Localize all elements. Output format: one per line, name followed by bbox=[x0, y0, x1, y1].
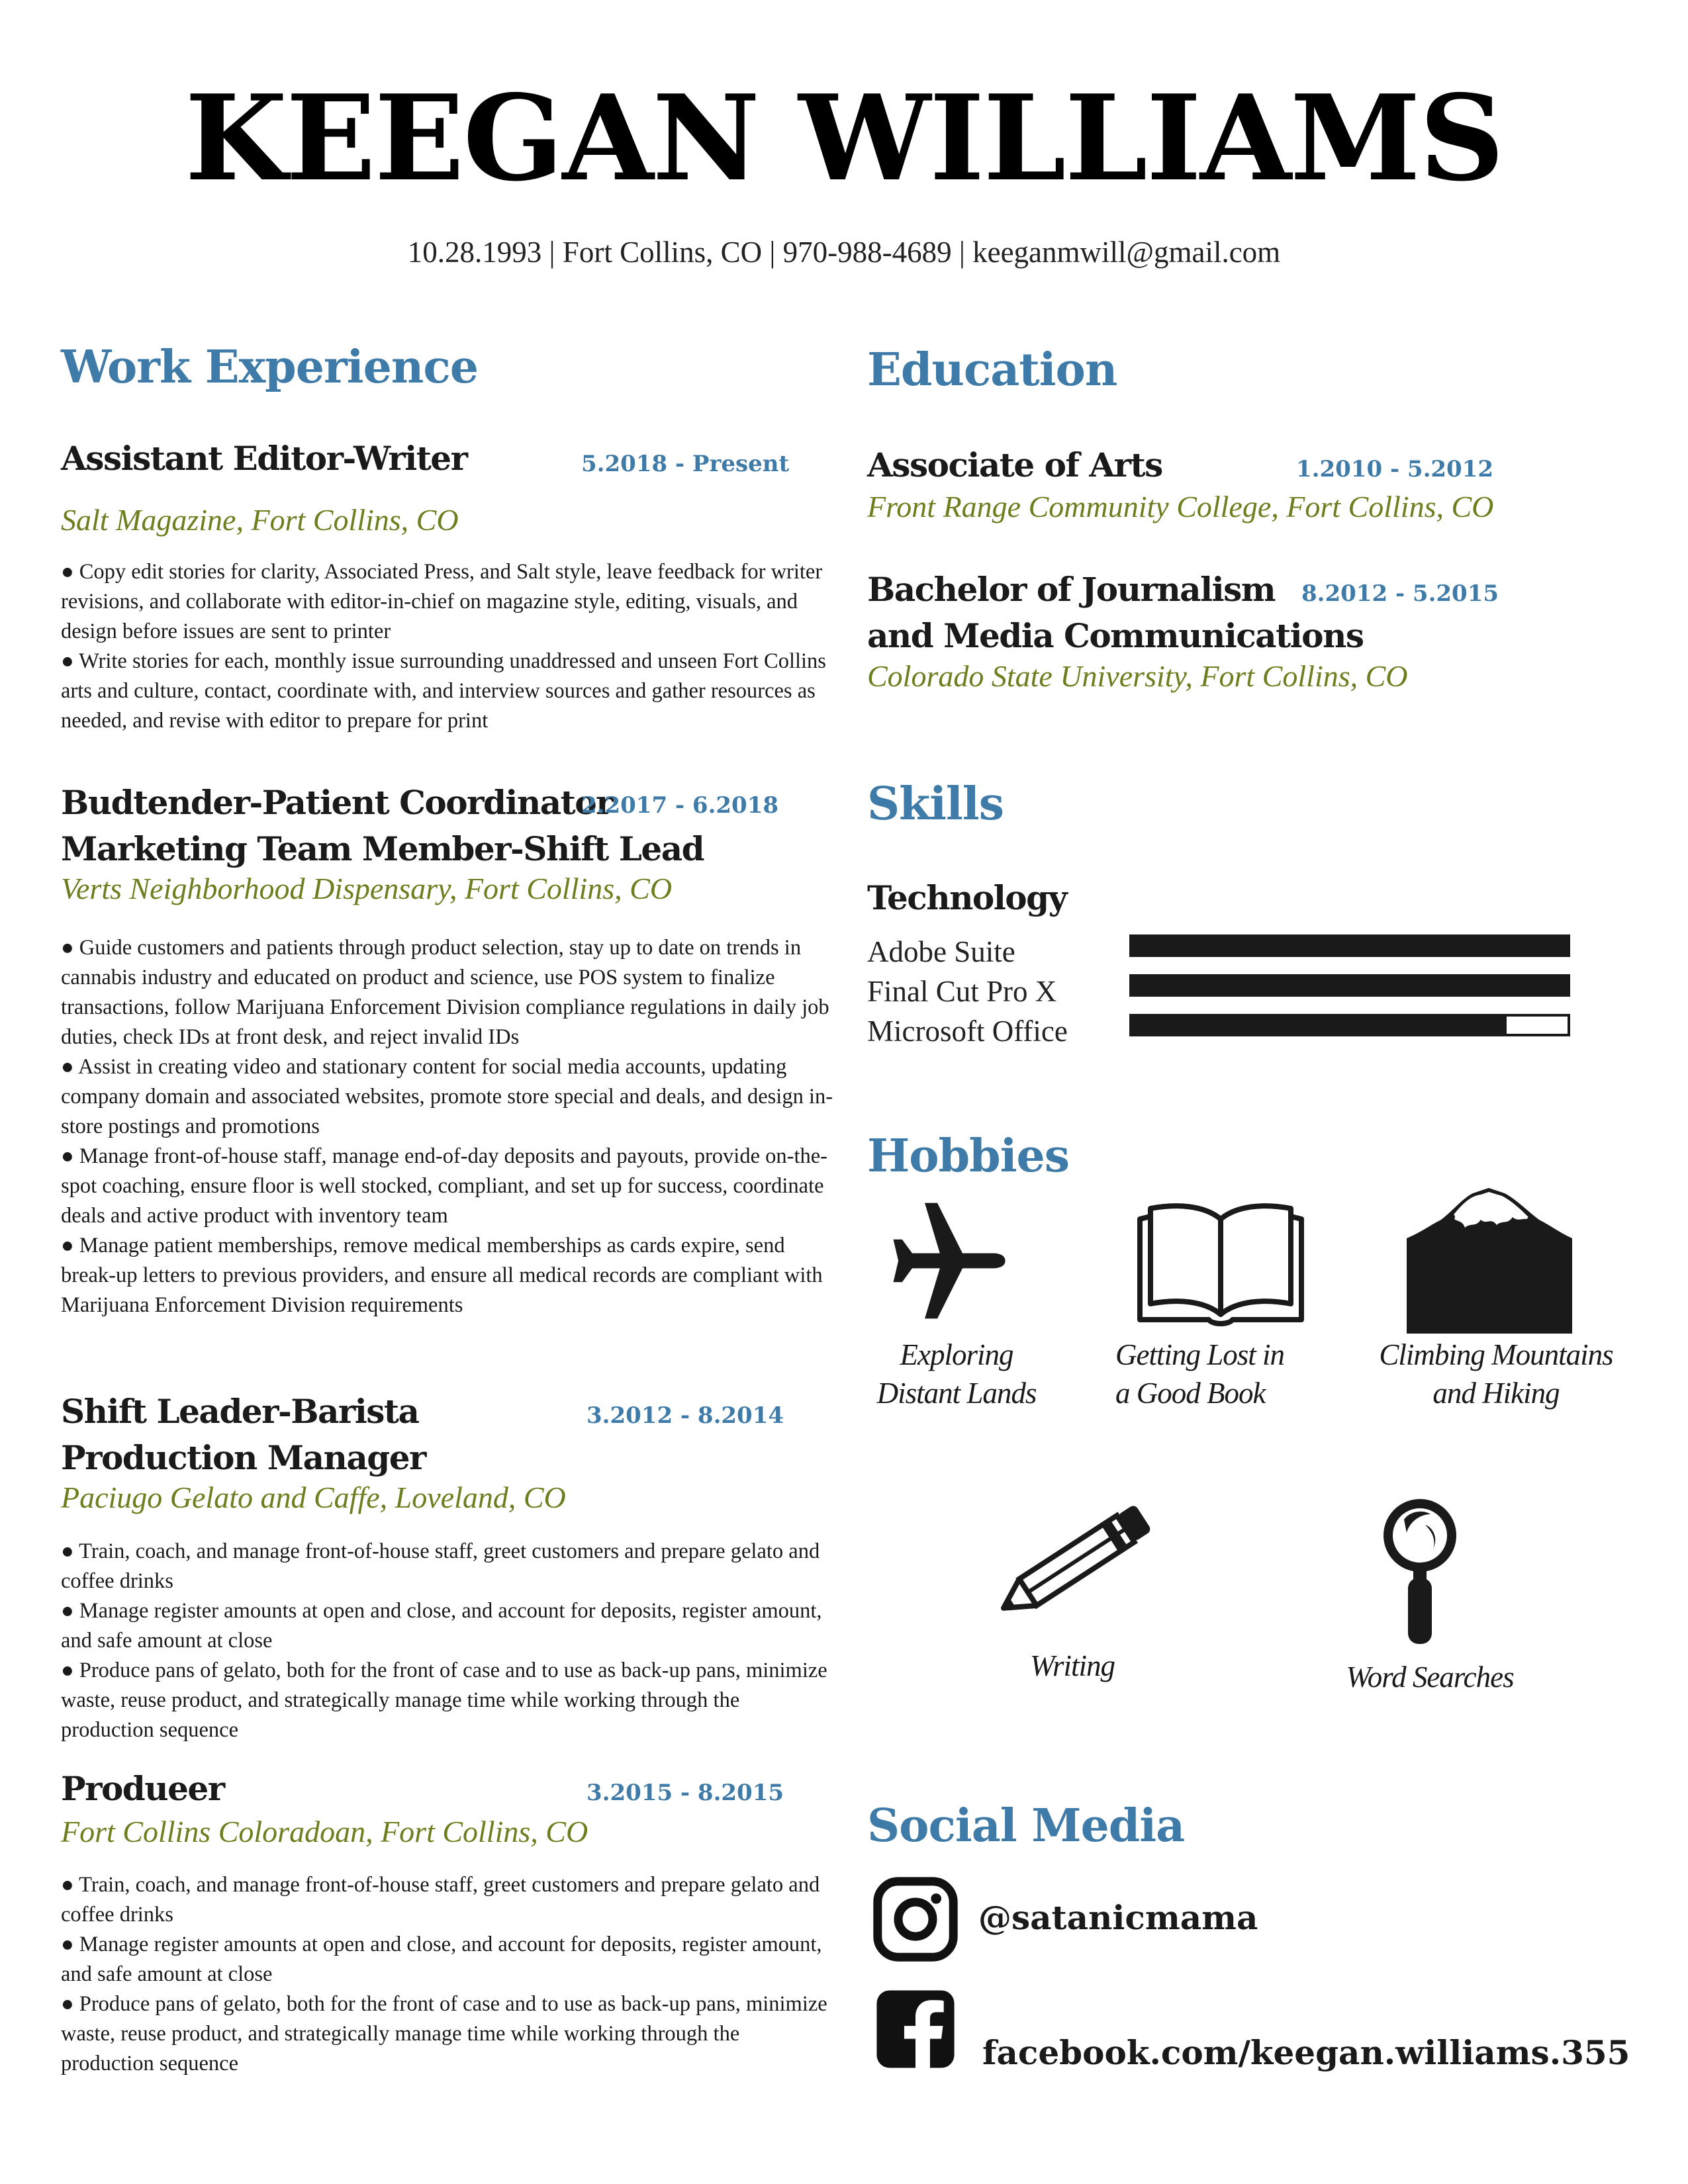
job-title: Budtender-Patient Coordinator bbox=[61, 783, 612, 822]
job-employer: Fort Collins Coloradoan, Fort Collins, CO bbox=[61, 1815, 588, 1848]
skills-subheading: Technology bbox=[867, 878, 1067, 917]
skill-label: Microsoft Office bbox=[867, 1015, 1068, 1048]
job-title: Marketing Team Member-Shift Lead bbox=[61, 829, 704, 868]
job-entry bbox=[61, 1766, 224, 1812]
magnifier-icon bbox=[1380, 1496, 1460, 1648]
hobby-label-line: Exploring bbox=[900, 1338, 1013, 1371]
job-bullets bbox=[61, 1537, 835, 1745]
job-employer: Verts Neighborhood Dispensary, Fort Collins, CO bbox=[61, 872, 673, 905]
degree-dates: 1.2010 - 5.2012 bbox=[1296, 456, 1494, 482]
instagram-handle[interactable]: @satanicmama bbox=[978, 1898, 1258, 1937]
pencil-icon bbox=[990, 1492, 1162, 1631]
book-icon bbox=[1132, 1198, 1311, 1337]
job-title: Production Manager bbox=[61, 1438, 426, 1477]
skill-label: Adobe Suite bbox=[867, 935, 1015, 968]
skill-bar-fill bbox=[1132, 1017, 1507, 1034]
facebook-icon bbox=[875, 1989, 956, 2070]
hobby-label bbox=[1311, 1658, 1549, 1696]
mountain-icon bbox=[1407, 1188, 1572, 1334]
skill-bar-fill bbox=[1132, 937, 1568, 954]
airplane-icon bbox=[887, 1198, 1013, 1324]
hobby-label-line: and Hiking bbox=[1432, 1377, 1560, 1410]
list-item: ● Train, coach, and manage front-of-house staff, greet customers and prepare gelato and coffee drinks bbox=[61, 1539, 820, 1593]
school-name: Front Range Community College, Fort Collins, CO bbox=[867, 490, 1494, 523]
job-title: Shift Leader-Barista bbox=[61, 1392, 419, 1431]
skill-bar-fill bbox=[1132, 977, 1568, 994]
job-bullets bbox=[61, 1870, 835, 2079]
hobby-label-line: Distant Lands bbox=[876, 1377, 1037, 1410]
job-bullets bbox=[61, 557, 835, 736]
degree-title: Associate of Arts bbox=[867, 445, 1162, 484]
degree-title: and Media Communications bbox=[867, 616, 1364, 655]
list-item: ● Manage patient memberships, remove medical memberships as cards expire, send break-up letters to previous providers, and ensure all medical records are compliant with Marijuana Enforcement Division requirements bbox=[61, 1234, 823, 1317]
list-item: ● Train, coach, and manage front-of-house staff, greet customers and prepare gelato and coffee drinks bbox=[61, 1873, 820, 1927]
social-media-heading: Social Media bbox=[867, 1799, 1185, 1852]
job-employer: Salt Magazine, Fort Collins, CO bbox=[61, 503, 459, 537]
list-item: ● Manage front-of-house staff, manage end-of-day deposits and payouts, provide on-the-spot coaching, ensure floor is well stocked, compliant, and set up for success, coordinate deals and active product with inventory team bbox=[61, 1144, 827, 1228]
skill-bar bbox=[1129, 1014, 1570, 1036]
hobby-label-line: a Good Book bbox=[1115, 1377, 1266, 1410]
job-entry bbox=[61, 1388, 426, 1481]
list-item: ● Produce pans of gelato, both for the front of case and to use as back-up pans, minimize waste, reuse product, and strategically manage time while working through the production sequence bbox=[61, 1659, 827, 1742]
job-bullets bbox=[61, 933, 835, 1320]
hobby-label bbox=[851, 1336, 1062, 1412]
job-entry bbox=[61, 435, 467, 482]
job-title: Assistant Editor-Writer bbox=[61, 439, 467, 478]
contact-line: 10.28.1993 | Fort Collins, CO | 970-988-4689 | keeganmwill@gmail.com bbox=[407, 236, 1281, 269]
list-item: ● Produce pans of gelato, both for the front of case and to use as back-up pans, minimize waste, reuse product, and strategically manage time while working through the production sequence bbox=[61, 1992, 827, 2075]
job-dates: 5.2018 - Present bbox=[581, 451, 790, 477]
skill-bar bbox=[1129, 934, 1570, 957]
hobby-label-line: Climbing Mountains bbox=[1379, 1338, 1613, 1371]
hobby-label bbox=[1115, 1336, 1327, 1412]
list-item: ● Write stories for each, monthly issue surrounding unaddressed and unseen Fort Collins arts and culture, contact, coordinate with, and interview sources and gather resources as needed, and revise with editor to prepare for print bbox=[61, 649, 826, 733]
skill-label: Final Cut Pro X bbox=[867, 975, 1057, 1008]
list-item: ● Manage register amounts at open and close, and account for deposits, register amount, and safe amount at close bbox=[61, 1933, 822, 1986]
job-dates: 3.2012 - 8.2014 bbox=[586, 1402, 784, 1429]
skills-heading: Skills bbox=[867, 778, 1004, 831]
list-item: ● Manage register amounts at open and close, and account for deposits, register amount, and safe amount at close bbox=[61, 1599, 822, 1653]
work-experience-heading: Work Experience bbox=[61, 341, 479, 394]
job-employer: Paciugo Gelato and Caffe, Loveland, CO bbox=[61, 1480, 566, 1514]
instagram-icon bbox=[872, 1876, 959, 1962]
hobby-label-line: Getting Lost in bbox=[1115, 1338, 1285, 1371]
degree-dates: 8.2012 - 5.2015 bbox=[1301, 580, 1499, 607]
job-title: Produeer bbox=[61, 1769, 224, 1808]
degree-title: Bachelor of Journalism bbox=[867, 570, 1276, 609]
list-item: ● Assist in creating video and stationary content for social media accounts, updating company domain and associated websites, promote store special and deals, and design in-store postings and promotions bbox=[61, 1055, 833, 1138]
hobby-label bbox=[966, 1647, 1178, 1685]
list-item: ● Copy edit stories for clarity, Associated Press, and Salt style, leave feedback for writer revisions, and collaborate with editor-in-chief on magazine style, editing, visuals, and design before issues are sent to printer bbox=[61, 560, 823, 643]
school-name: Colorado State University, Fort Collins, CO bbox=[867, 659, 1408, 693]
education-heading: Education bbox=[867, 343, 1117, 396]
hobby-label bbox=[1364, 1336, 1628, 1412]
job-dates: 2.2017 - 6.2018 bbox=[581, 792, 779, 819]
facebook-url[interactable]: facebook.com/keegan.williams.355 bbox=[982, 2033, 1630, 2072]
hobbies-heading: Hobbies bbox=[867, 1130, 1070, 1183]
hobby-label-line: Writing bbox=[1029, 1649, 1115, 1682]
job-dates: 3.2015 - 8.2015 bbox=[586, 1780, 784, 1806]
resume-name: KEEGAN WILLIAMS bbox=[185, 69, 1503, 207]
skill-bar bbox=[1129, 974, 1570, 997]
list-item: ● Guide customers and patients through product selection, stay up to date on trends in cannabis industry and educated on product and science, use POS system to finalize transactions, follow Marijuana Enforcement Division compliance regulations in daily job duties, check IDs at front desk, and reject invalid IDs bbox=[61, 936, 829, 1049]
degree-entry bbox=[867, 567, 1363, 659]
hobby-label-line: Word Searches bbox=[1346, 1661, 1514, 1694]
